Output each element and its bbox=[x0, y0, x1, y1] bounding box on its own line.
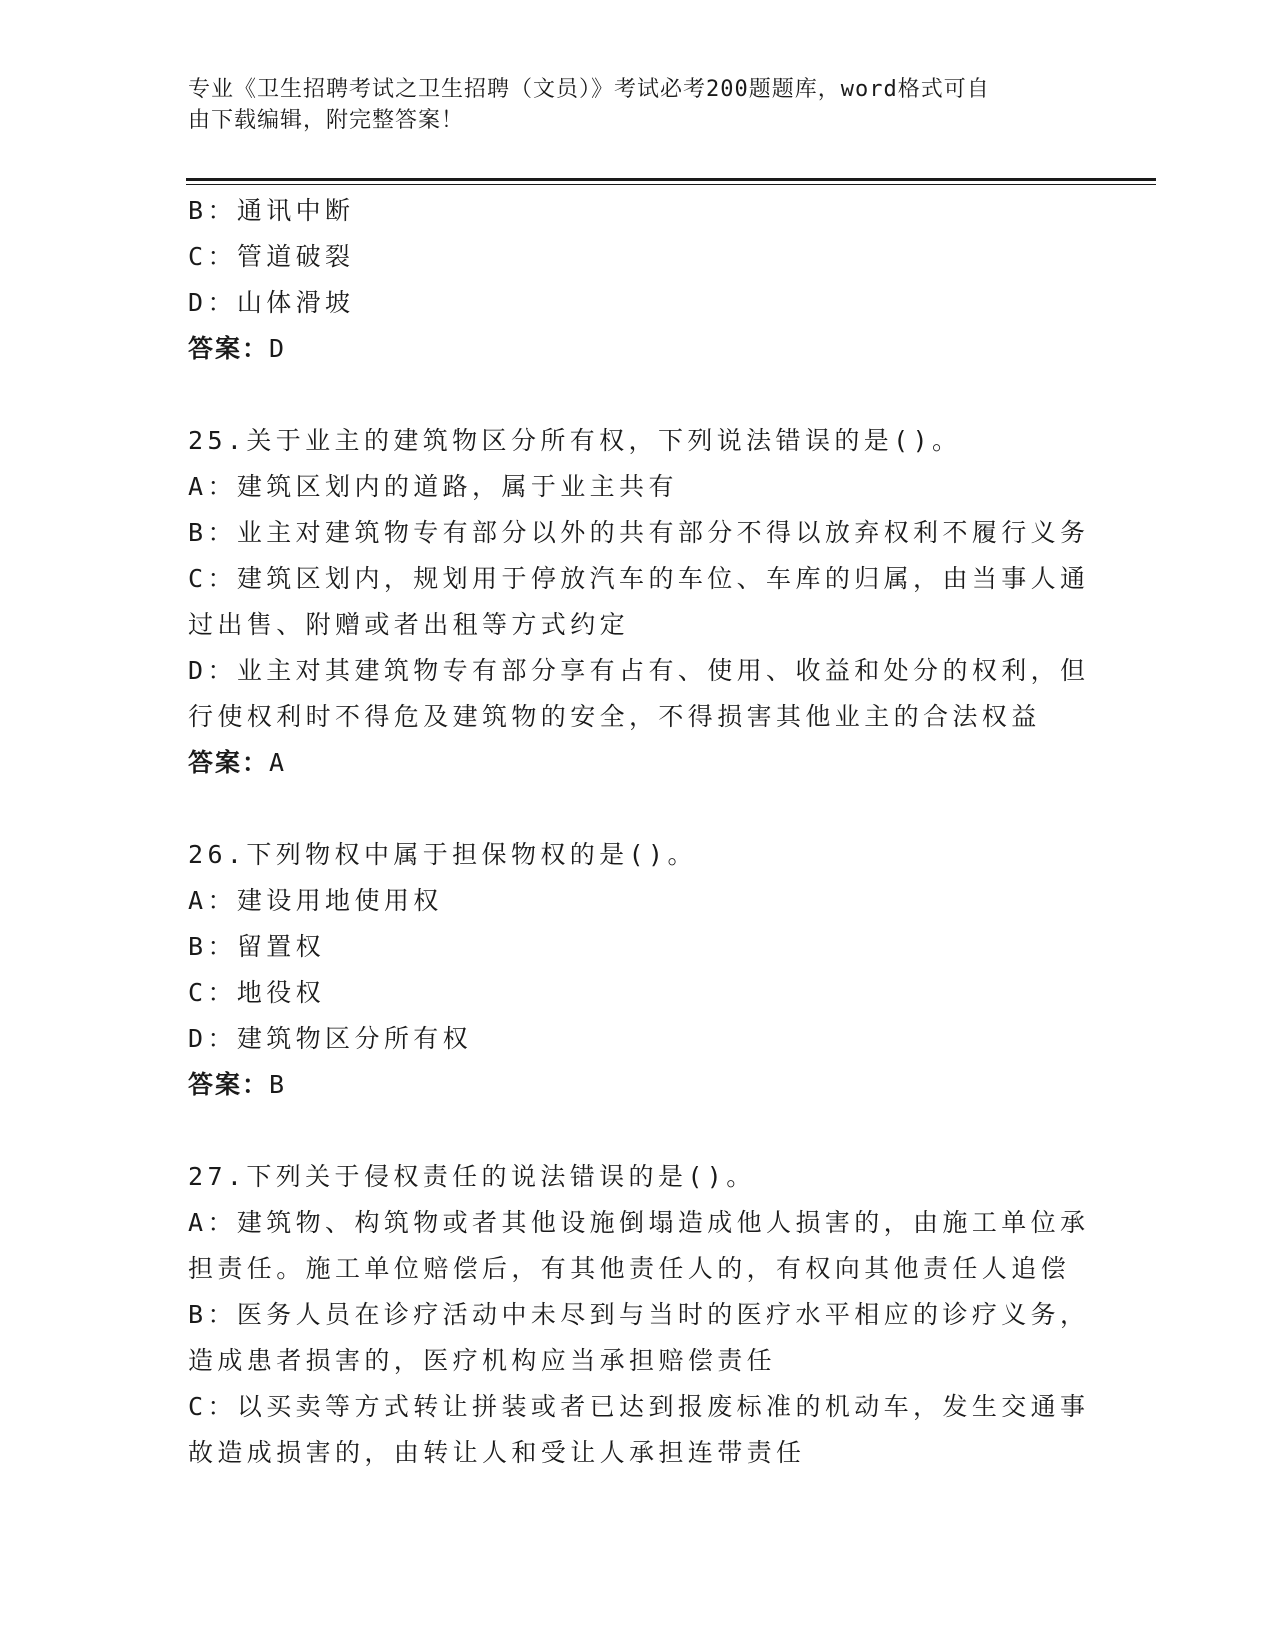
question-content bbox=[188, 188, 1088, 1476]
option-b: B：留置权 bbox=[188, 932, 326, 961]
option-b-continued: 造成患者损害的，医疗机构应当承担赔偿责任 bbox=[188, 1346, 777, 1375]
option-d: D：建筑物区分所有权 bbox=[188, 1024, 473, 1053]
spacer bbox=[188, 786, 1088, 832]
question-prev bbox=[188, 188, 1088, 372]
header-line-2: 由下载编辑，附完整答案！ bbox=[188, 108, 465, 133]
option-d: D：山体滑坡 bbox=[188, 288, 355, 317]
answer-value: D bbox=[269, 334, 286, 363]
spacer bbox=[188, 372, 1088, 418]
option-c: C：以买卖等方式转让拼装或者已达到报废标准的机动车，发生交通事 bbox=[188, 1392, 1090, 1421]
option-a-continued: 担责任。施工单位赔偿后，有其他责任人的，有权向其他责任人追偿 bbox=[188, 1254, 1071, 1283]
option-a: A：建筑物、构筑物或者其他设施倒塌造成他人损害的，由施工单位承 bbox=[188, 1208, 1090, 1237]
answer-label: 答案： bbox=[188, 1070, 270, 1099]
question-26 bbox=[188, 832, 1088, 1108]
question-stem: 27.下列关于侵权责任的说法错误的是()。 bbox=[188, 1162, 756, 1191]
question-stem: 25.关于业主的建筑物区分所有权，下列说法错误的是()。 bbox=[188, 426, 962, 455]
question-stem: 26.下列物权中属于担保物权的是()。 bbox=[188, 840, 697, 869]
question-27 bbox=[188, 1154, 1088, 1476]
header-line-1: 专业《卫生招聘考试之卫生招聘（文员）》考试必考200题题库，word格式可自 bbox=[188, 77, 990, 102]
option-b: B：通讯中断 bbox=[188, 196, 355, 225]
header-divider-thick bbox=[186, 178, 1156, 181]
answer-line bbox=[188, 1062, 1088, 1108]
option-c: C：地役权 bbox=[188, 978, 326, 1007]
answer-label: 答案： bbox=[188, 748, 270, 777]
answer-line bbox=[188, 740, 1088, 786]
option-b: B：医务人员在诊疗活动中未尽到与当时的医疗水平相应的诊疗义务， bbox=[188, 1300, 1090, 1329]
answer-value: A bbox=[269, 748, 286, 777]
option-a: A：建设用地使用权 bbox=[188, 886, 443, 915]
question-25 bbox=[188, 418, 1088, 786]
answer-value: B bbox=[269, 1070, 286, 1099]
answer-label: 答案： bbox=[188, 334, 270, 363]
option-c: C：建筑区划内，规划用于停放汽车的车位、车库的归属，由当事人通 bbox=[188, 564, 1090, 593]
option-c: C：管道破裂 bbox=[188, 242, 355, 271]
option-d-continued: 行使权利时不得危及建筑物的安全，不得损害其他业主的合法权益 bbox=[188, 702, 1041, 731]
answer-line bbox=[188, 326, 1088, 372]
option-a: A：建筑区划内的道路，属于业主共有 bbox=[188, 472, 678, 501]
option-b: B：业主对建筑物专有部分以外的共有部分不得以放弃权利不履行义务 bbox=[188, 518, 1090, 547]
document-header bbox=[188, 74, 1088, 136]
option-c-continued: 故造成损害的，由转让人和受让人承担连带责任 bbox=[188, 1438, 806, 1467]
header-divider-thin bbox=[186, 184, 1156, 185]
option-c-continued: 过出售、附赠或者出租等方式约定 bbox=[188, 610, 630, 639]
spacer bbox=[188, 1108, 1088, 1154]
option-d: D：业主对其建筑物专有部分享有占有、使用、收益和处分的权利，但 bbox=[188, 656, 1090, 685]
